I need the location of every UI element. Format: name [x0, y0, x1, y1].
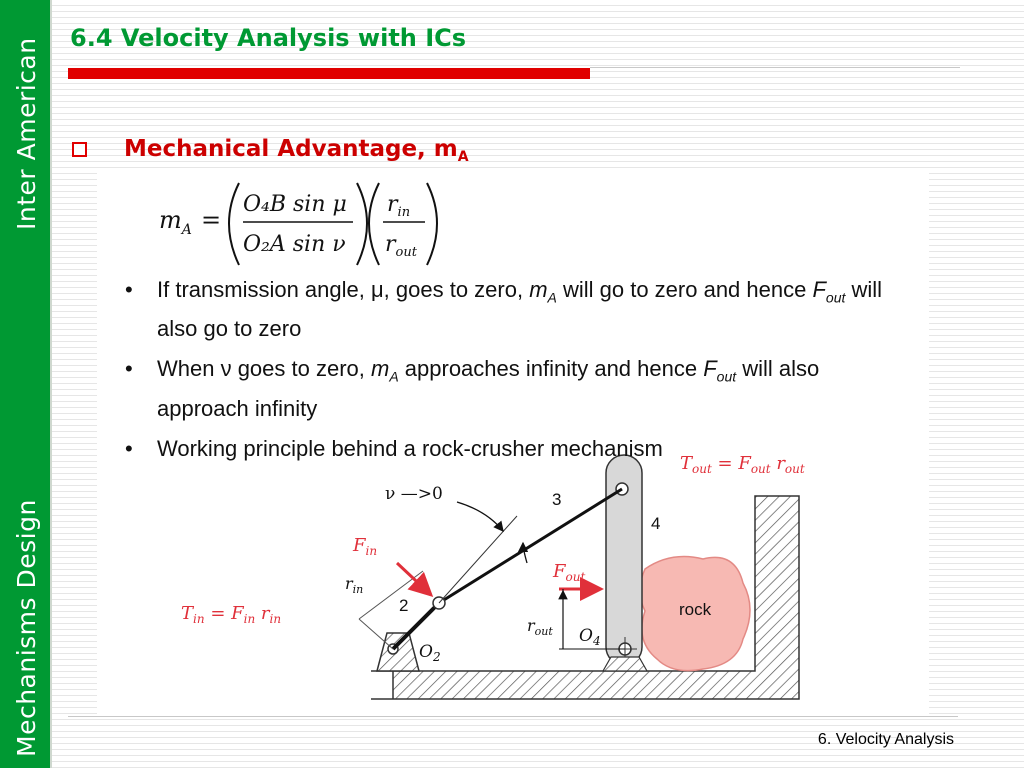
- slide-title: 6.4 Velocity Analysis with ICs: [70, 24, 467, 52]
- fraction2-denominator: $r_{out}$: [385, 232, 417, 260]
- rock-label: rock: [679, 600, 712, 619]
- bullet-item: • Working principle behind a rock-crusher mechanism: [119, 433, 899, 464]
- nu-arrow-label: ν —>0: [385, 484, 443, 504]
- rock-crusher-diagram: [181, 453, 805, 699]
- t-out-label: $T_{out} = F_{out}$ $r_{out}$: [680, 453, 805, 476]
- link-2-label: 2: [399, 596, 409, 615]
- r-in-label: $r_{in}$: [345, 574, 364, 596]
- f-in-arrow: [397, 563, 431, 595]
- o2-label: $O_2$: [419, 642, 441, 664]
- angle-arc-nu: [457, 502, 503, 531]
- angle-arc-3: [523, 543, 527, 563]
- checkbox-bullet-icon: [72, 142, 87, 157]
- sidebar: [0, 0, 52, 768]
- sidebar-top-text: Inter American: [12, 37, 41, 230]
- formula-equals: =: [201, 206, 222, 234]
- paren-left-2: [369, 183, 379, 265]
- formula-lhs: $m_A$: [159, 206, 192, 238]
- f-in-label: $F_{in}$: [353, 535, 378, 558]
- bullet-list: [119, 274, 899, 473]
- heading-text: Mechanical Advantage, m: [124, 136, 458, 162]
- fraction1-denominator: O₂A sin ν: [243, 232, 346, 257]
- o4-label: $O_4$: [579, 626, 601, 648]
- fraction2-numerator: $r_{in}$: [387, 192, 411, 220]
- paren-right-1: [357, 183, 367, 265]
- r-out-label: $r_{out}$: [527, 616, 553, 638]
- title-underline-bar: [68, 68, 590, 79]
- extension-line: [439, 516, 517, 603]
- fraction1-numerator: O₄B sin μ: [243, 192, 347, 217]
- link-3-coupler: [439, 489, 622, 603]
- heading-subscript: A: [457, 149, 469, 165]
- paren-left-1: [229, 183, 239, 265]
- link-4-label: 4: [651, 514, 661, 533]
- t-in-label: $T_{in} = F_{in}$ $r_{in}$: [181, 603, 282, 626]
- bullet-item: • When ν goes to zero, $m_A$ approaches infinity and hence $F_{out}$ will also approach infinity: [119, 353, 899, 423]
- content-image-panel: [97, 171, 929, 717]
- footer-divider: [68, 716, 958, 717]
- section-heading: [124, 136, 469, 165]
- title-divider-line: [590, 67, 960, 68]
- paren-right-2: [427, 183, 437, 265]
- sidebar-bottom-text: Mechanisms Design: [12, 499, 41, 757]
- pivot-o2-support: [377, 633, 419, 671]
- bullet-item: • If transmission angle, μ, goes to zero, $m_A$ will go to zero and hence $F_{out}$ will also go to zero: [119, 274, 899, 344]
- footer-text: 6. Velocity Analysis: [817, 731, 954, 748]
- link-3-label: 3: [552, 490, 562, 509]
- f-out-label: $F_{out}$: [553, 561, 586, 584]
- mechanical-advantage-formula: [159, 183, 437, 265]
